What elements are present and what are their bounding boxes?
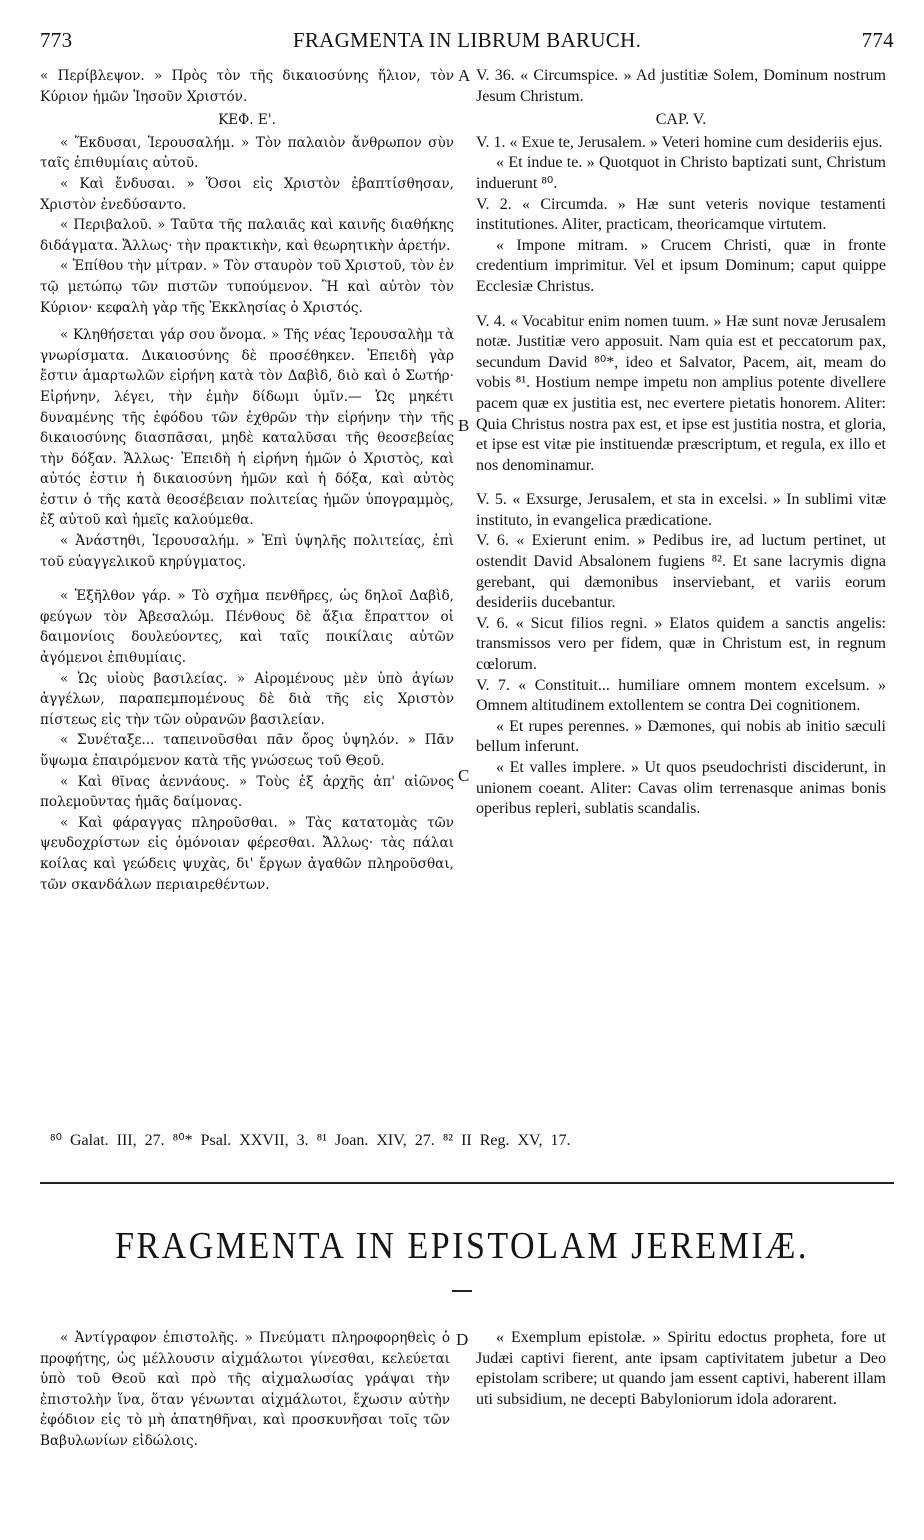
greek-column — [40, 66, 454, 895]
greek-chapter-heading: ΚΕΦ. Ε'. — [218, 112, 276, 129]
greek-paragraph: « Ἀνάστηθι, Ἱερουσαλήμ. » Ἐπὶ ὑψηλῆς πολιτείας, ἐπὶ τοῦ εὐαγγελικοῦ κηρύγματος. — [40, 533, 454, 570]
latin-paragraph: « Et rupes perennes. » Dæmones, qui nobis ab initio sæculi bellum inferunt. — [476, 717, 886, 756]
running-title: FRAGMENTA IN LIBRUM BARUCH. — [292, 28, 642, 52]
latin-paragraph: V. 7. « Constituit... humiliare omnem montem excelsum. » Omnem altitudinem extollentem se contra Dei cognitionem. — [476, 676, 886, 715]
margin-letter-d: D — [456, 1330, 469, 1349]
greek-paragraph: « Περιβαλοῦ. » Ταῦτα τῆς παλαιᾶς καὶ καινῆς διαθήκης διδάγματα. Ἄλλως· τὴν πρακτικὴν, καὶ θεωρητικὴν ἀρετήν. — [40, 217, 454, 254]
footnotes: ⁸⁰ Galat. III, 27. ⁸⁰* Psal. XXVII, 3. ⁸¹ Joan. XIV, 27. ⁸² II Reg. XV, 17. — [50, 1132, 571, 1149]
latin-paragraph: V. 2. « Circumda. » Hæ sunt veteris novique testamenti institutiones. Aliter, practicam, theoricamque virtutem. — [476, 195, 886, 234]
greek-paragraph: « Κληθήσεται γάρ σου ὄνομα. » Τῆς νέας Ἱερουσαλὴμ τὰ γνωρίσματα. Δικαιοσύνης δὲ προσέθηκεν. Ἐπειδὴ γὰρ ἔστιν ἁμαρτωλῶν εἰρήνη κατὰ τὸν Δαβὶδ, διὸ καὶ ὁ Σωτήρ· Εἰρήνην, λέγει, τὴν ἐμὴν δίδωμι ὑμῖν.— Ὡς μηκέτι δυναμένης τῆς ἐφόδου τῶν ἐχθρῶν τὴν εἰρήνην τὴν τῆς δικαιοσύνης διασπᾶσαι, μηδὲ καταλῦσαι τῆς θεοσεβείας τὴν δόξαν. Ἄλλως· Ἐπειδὴ ἡ εἰρήνη ἡμῶν ὁ Χριστὸς, καὶ αὐτός ἐστιν ἡ δικαιοσύνη ἡμῶν καὶ ἡ δόξα, καὶ αὐτὸς ἐστιν ὁ τῆς κατὰ θεοσέβειαν πολιτείας ἡμῶν ὑπογραμμὸς, ἐξ αὐτοῦ καὶ ἡμεῖς καλούμεθα. — [40, 327, 454, 529]
running-header — [40, 28, 894, 58]
latin-column — [476, 66, 886, 820]
latin-paragraph: V. 1. « Exue te, Jerusalem. » Veteri homine cum desideriis ejus. — [476, 133, 883, 151]
epistle-greek-column — [40, 1328, 450, 1452]
section-title: FRAGMENTA IN EPISTOLAM JEREMIÆ. — [115, 1225, 809, 1268]
latin-paragraph: « Et valles implere. » Ut quos pseudochristi disciderunt, in unionem coeant. Aliter: Cavas olim terrenasque animas bonis operibus repleri, sublatis scandalis. — [476, 759, 886, 818]
latin-paragraph: « Exemplum epistolæ. » Spiritu edoctus propheta, fore ut Judæi captivi fierent, ante ipsam captivitatem jubetur a Deo epistolam scribere; ut quando jam essent captivi, haberent illam uti subsidium, ne decepti Babyloniorum idola adorarent. — [476, 1329, 886, 1408]
latin-paragraph: V. 6. « Exierunt enim. » Pedibus ire, ad luctum pertinet, ut ostendit David Absalonem fugiens ⁸². Et sane lacrymis digna gerebant, qui dæmonibus inserviebant, et variis eorum desideriis ducebantur. — [476, 532, 886, 612]
latin-paragraph: V. 4. « Vocabitur enim nomen tuum. » Hæ sunt novæ Jerusalem notæ. Justitiæ vero apposuit. Nam quia est et peccatorum pax, secundum David ⁸⁰*, ideo et Salvator, Pacem, ait, meam do vobis ⁸¹. Hostium nempe impetu non amplius potente divellere pacem quæ ex justitia est, nec evertere pietatis honorem. Aliter: Quia Christus nostra pax est, et ipse est justitia nostra, et gloria, et ipse est vitæ pie instituendæ præscriptum, et regula, ex illo et nos denominamur. — [476, 312, 886, 474]
greek-paragraph: « Ἀντίγραφον ἐπιστολῆς. » Πνεύματι πληροφορηθεὶς ὁ προφήτης, ὡς μέλλουσιν αἰχμάλωτοι γίνεσθαι, κελεύεται ὑπὸ τοῦ Θεοῦ καὶ πρὸ τῆς αἰχμαλωσίας γράψαι τὴν ἐπιστολὴν ἵνα, ὅταν γένωνται αἰχμάλωτοι, ἔχωσιν αὐτὴν ἐφόδιον εἰς τὸ μὴ ἀπατηθῆναι, καὶ προσκυνῆσαι τοῖς τῶν Βαβυλωνίων εἰδώλοις. — [40, 1330, 450, 1449]
greek-paragraph: « Ἔκδυσαι, Ἱερουσαλήμ. » Τὸν παλαιὸν ἄνθρωπον σὺν ταῖς ἐπιθυμίαις αὐτοῦ. — [40, 134, 454, 172]
greek-paragraph: « Ἐξῆλθον γάρ. » Τὸ σχῆμα πενθῆρες, ὡς δηλοῖ Δαβὶδ, φεύγων τὸν Ἀβεσαλώμ. Πένθους δὲ ἄξια ἔπραττον οἱ δαιμονίοις δουλεύοντες, καὶ ταῖς ποικίλαις αὐτῶν ἀγόμενοι ἐπιθυμίαις. — [40, 588, 454, 667]
greek-paragraph: « Περίβλεψον. » Πρὸς τὸν τῆς δικαιοσύνης ἥλιον, τὸν Κύριον ἡμῶν Ἰησοῦν Χριστόν. — [40, 68, 454, 105]
latin-paragraph: « Et indue te. » Quotquot in Christo baptizati sunt, Christum induerunt ⁸⁰. — [476, 154, 886, 192]
latin-paragraph: V. 36. « Circumspice. » Ad justitiæ Solem, Dominum nostrum Jesum Christum. — [476, 67, 886, 105]
epistle-latin-column — [476, 1328, 886, 1410]
section-divider — [40, 1182, 894, 1184]
title-dash — [452, 1290, 472, 1292]
latin-paragraph: V. 5. « Exsurge, Jerusalem, et sta in excelsi. » In sublimi vitæ instituto, in evangelica prædicatione. — [476, 491, 886, 529]
latin-paragraph: V. 6. « Sicut filios regni. » Elatos quidem a sanctis angelis: transmissos vero per fidem, quæ in Christum est, in regnum cœlorum. — [476, 614, 886, 674]
greek-paragraph: « Καὶ θῖνας ἀεννάους. » Τοὺς ἐξ ἀρχῆς ἀπ' αἰῶνος πολεμοῦντας ἡμᾶς δαίμονας. — [40, 773, 454, 811]
greek-paragraph: « Καὶ ἔνδυσαι. » Ὅσοι εἰς Χριστὸν ἐβαπτίσθησαν, Χριστὸν ἐνεδύσαντο. — [40, 175, 454, 213]
greek-paragraph: « Καὶ φάραγγας πληροῦσθαι. » Τὰς κατατομὰς τῶν ψευδοχρίστων εἰς ὁμόνοιαν φέρεσθαι. Ἄλλως· τὰς πάλαι κοίλας καὶ γεώδεις ψυχὰς, δι' ἔργων ἀγαθῶν πληροῦσθαι, τῶν σκανδάλων περιαιρεθέντων. — [40, 814, 454, 893]
margin-letter-a: A — [458, 66, 471, 85]
right-page-number: 774 — [861, 28, 894, 52]
greek-paragraph: « Ἐπίθου τὴν μίτραν. » Τὸν σταυρὸν τοῦ Χριστοῦ, τὸν ἐν τῷ μετώπῳ τῶν πιστῶν τυπούμενον. Ἢ καὶ αὐτὸν τὸν Κύριον· κεφαλὴ γὰρ τῆς Ἐκκλησίας ὁ Χριστός. — [40, 258, 454, 316]
margin-letter-c: C — [458, 766, 470, 785]
margin-letter-b: B — [458, 416, 470, 435]
latin-paragraph: « Impone mitram. » Crucem Christi, quæ in fronte credentium imprimitur. Vel et ipsum Dominum; caput quippe Ecclesiæ Christus. — [476, 236, 886, 295]
left-page-number: 773 — [40, 28, 73, 52]
greek-paragraph: « Ὡς υἱοὺς βασιλείας. » Αἰρομένους μὲν ὑπὸ ἁγίων ἀγγέλων, παραπεμπομένους δὲ διὰ τῆς εἰς Χριστὸν πίστεως εἰς τὴν τῶν οὐρανῶν βασιλείαν. — [40, 670, 454, 728]
greek-paragraph: « Συνέταξε... ταπεινοῦσθαι πᾶν ὄρος ὑψηλόν. » Πᾶν ὕψωμα ἐπαιρόμενον κατὰ τῆς γνώσεως τοῦ Θεοῦ. — [40, 732, 454, 769]
latin-chapter-heading: CAP. V. — [655, 111, 707, 129]
